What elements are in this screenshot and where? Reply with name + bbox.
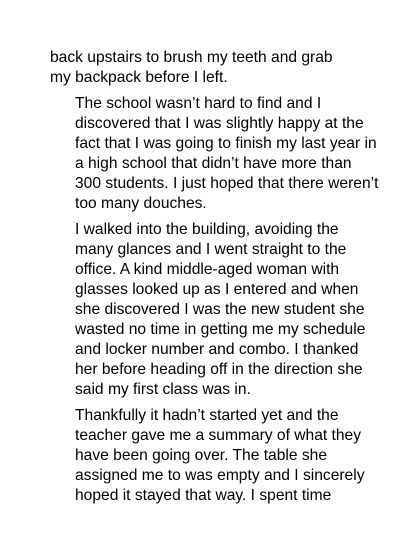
text-line: 300 students. I just hoped that there weren’t xyxy=(75,175,379,192)
paragraph xyxy=(50,406,380,506)
text-line: many glances and I went straight to the xyxy=(75,241,347,258)
paragraph xyxy=(50,94,380,214)
text-line: have been going over. The table she xyxy=(75,447,328,464)
text-line: Thankfully it hadn’t started yet and the xyxy=(75,407,339,424)
text-line: and locker number and combo. I thanked xyxy=(75,341,359,358)
text-line: fact that I was going to finish my last year in xyxy=(75,135,377,152)
text-line: I walked into the building, avoiding the xyxy=(75,221,339,238)
text-line: teacher gave me a summary of what they xyxy=(75,427,362,444)
text-line: back upstairs to brush my teeth and grab xyxy=(50,49,333,66)
text-line: office. A kind middle-aged woman with xyxy=(75,261,340,278)
text-line: she discovered I was the new student she xyxy=(75,301,365,318)
text-line: glasses looked up as I entered and when xyxy=(75,281,359,298)
text-line: The school wasn’t hard to find and I xyxy=(75,95,322,112)
text-line: hoped it stayed that way. I spent time xyxy=(75,487,332,504)
paragraph xyxy=(50,220,380,400)
text-line: discovered that I was slightly happy at the xyxy=(75,115,364,132)
text-line: my backpack before I left. xyxy=(50,69,228,86)
paragraph xyxy=(50,48,380,88)
text-line: wasted no time in getting me my schedule xyxy=(75,321,366,338)
text-line: a high school that didn’t have more than xyxy=(75,155,352,172)
text-line: said my first class was in. xyxy=(75,381,251,398)
text-line: too many douches. xyxy=(75,195,207,212)
text-line: her before heading off in the direction she xyxy=(75,361,363,378)
text-line: assigned me to was empty and I sincerely xyxy=(75,467,365,484)
body-text xyxy=(50,48,380,512)
